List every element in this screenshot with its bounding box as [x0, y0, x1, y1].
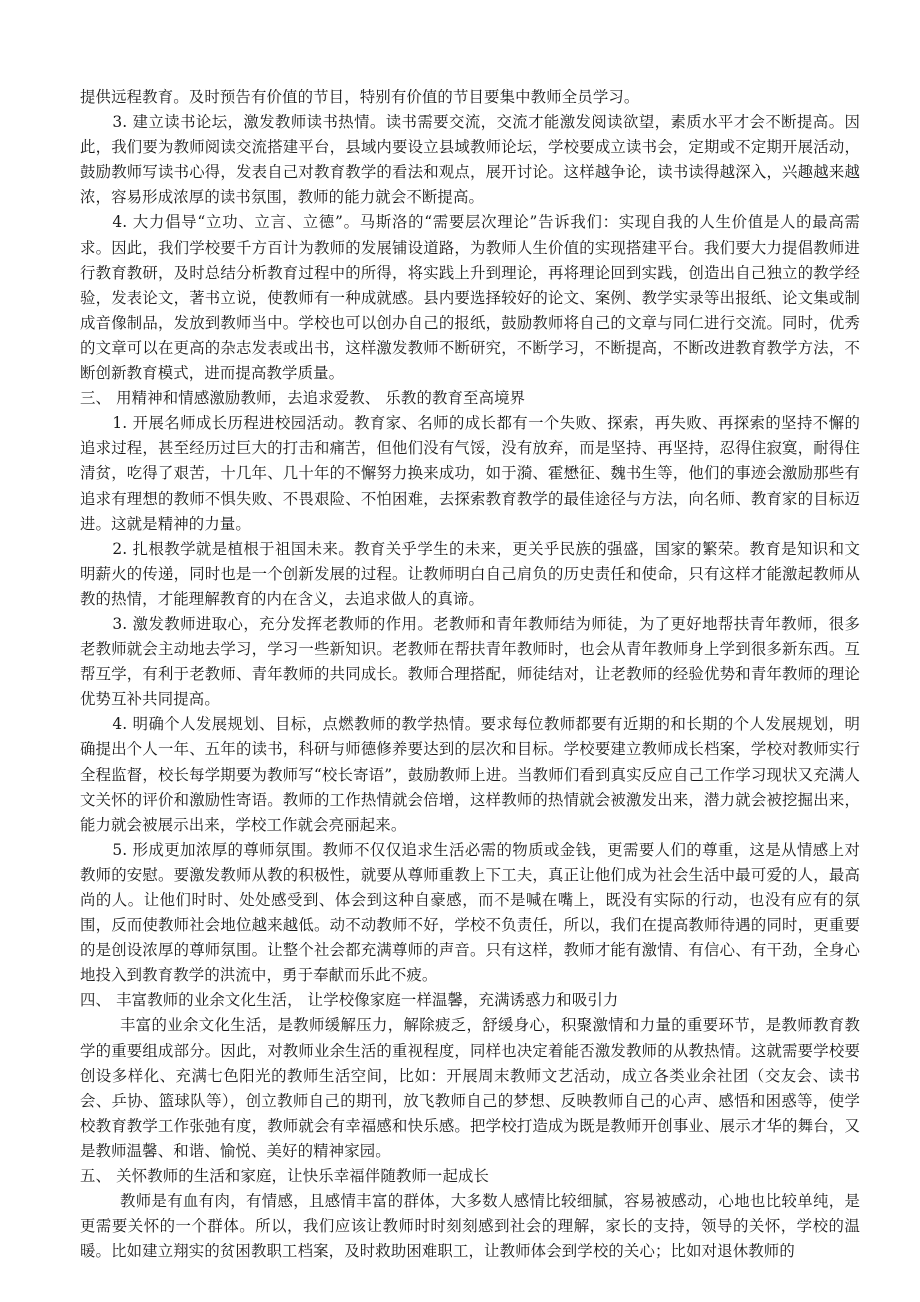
- paragraph-care-for-teachers: 教师是有血有肉，有情感，且感情丰富的群体，大多数人感情比较细腻，容易被感动，心地也比较单纯，是更需要关怀的一个群体。所以，我们应该让教师时时刻刻感到社会的理解，家长的支持，领导的关怀，学校的温暖。比如建立翔实的贫困教职工档案，及时救助困难职工，让教师体会到学校的关心；比如对退休教师的: [80, 1192, 860, 1261]
- paragraph-cultural-life: 丰富的业余文化生活，是教师缓解压力，解除疲乏，舒缓身心，积聚激情和力量的重要环节，是教师教育教学的重要组成部分。因此，对教师业余生活的重视程度，同样也决定着能否激发教师的从教热情。这就需要学校要创设多样化、充满七色阳光的教师生活空间，比如：开展周末教师文艺活动，成立各类业余社团（交友会、读书会、乒协、篮球队等），创立教师自己的期刊，放飞教师自己的梦想、反映教师自己的心声、感悟和困惑等，使学校教育教学工作张弛有度，教师就会有幸福感和快乐感。把学校打造成为既是教师开创事业、展示才华的舞台，又是教师温馨、和谐、愉悦、美好的精神家园。: [80, 1016, 860, 1160]
- paragraph-advocate-achievement: 4. 大力倡导“立功、立言、立德”。马斯洛的“需要层次理论”告诉我们：实现自我的人生价值是人的最高需求。因此，我们学校要千方百计为教师的发展铺设道路，为教师人生价值的实现搭建平台。我们要大力提倡教师进行教育教研，及时总结分析教育过程中的所得，将实践上升到理论，再将理论回到实践，创造出自己独立的教学经验，发表论文，著书立说，使教师有一种成就感。县内要选择较好的论文、案例、教学实录等出报纸、论文集或制成音像制品，发放到教师当中。学校也可以创办自己的报纸，鼓励教师将自己的文章与同仁进行交流。同时，优秀的文章可以在更高的杂志发表或出书，这样激发教师不断研究，不断学习，不断提高，不断改进教育教学方法，不断创新教育模式，进而提高教学质量。: [80, 213, 860, 383]
- paragraph-famous-teachers: 1. 开展名师成长历程进校园活动。教育家、名师的成长都有一个失败、探索，再失败、再探索的坚持不懈的追求过程，甚至经历过巨大的打击和痛苦，但他们没有气馁，没有放弃，而是坚持、再坚持，忍得住寂寞，耐得住清贫，吃得了艰苦，十几年、几十年的不懈努力换来成功，如于漪、霍懋征、魏书生等，他们的事迹会激励那些有追求有理想的教师不惧失败、不畏艰险、不怕困难，去探索教育教学的最佳途径与方法，向名师、教育家的目标迈进。这就是精神的力量。: [80, 414, 860, 533]
- section-heading-3: 三、 用精神和情感激励教师，去追求爱教、 乐教的教育至高境界: [80, 389, 526, 408]
- paragraph-reading-forum: 3. 建立读书论坛，激发教师读书热情。读书需要交流，交流才能激发阅读欲望，素质水平才会不断提高。因此，我们要为教师阅读交流搭建平台，县域内要设立县域教师论坛，学校要成立读书会，定期或不定期开展活动，鼓励教师写读书心得，发表自己对教育教学的看法和观点，展开讨论。这样越争论，读书读得越深入，兴趣越来越浓，容易形成浓厚的读书氛围，教师的能力就会不断提高。: [80, 113, 860, 207]
- paragraph-continued-remote-education: 提供远程教育。及时预告有价值的节目，特别有价值的节目要集中教师全员学习。: [80, 88, 640, 106]
- section-heading-5: 五、 关怀教师的生活和家庭，让快乐幸福伴随教师一起成长: [80, 1167, 490, 1186]
- section-heading-4: 四、 丰富教师的业余文化生活， 让学校像家庭一样温馨，充满诱惑力和吸引力: [80, 991, 619, 1010]
- paragraph-root-in-teaching: 2. 扎根教学就是植根于祖国未来。教育关乎学生的未来，更关乎民族的强盛，国家的繁荣。教育是知识和文明薪火的传递，同时也是一个创新发展的过程。让教师明白自己肩负的历史责任和使命，只有这样才能激起教师从教的热情，才能理解教育的内在含义，去追求做人的真谛。: [80, 539, 860, 608]
- paragraph-respect-teachers: 5. 形成更加浓厚的尊师氛围。教师不仅仅追求生活必需的物质或金钱，更需要人们的尊重，这是从情感上对教师的安慰。要激发教师从教的积极性，就要从尊师重教上下工夫，真正让他们成为社会生活中最可爱的人，最高尚的人。让他们时时、处处感受到、体会到这种自豪感，而不是喊在嘴上，既没有实际的行动，也没有应有的氛围，反而使教师社会地位越来越低。动不动教师不好，学校不负责任，所以，我们在提高教师待遇的同时，更重要的是创设浓厚的尊师氛围。让整个社会都充满尊师的声音。只有这样，教师才能有激情、有信心、有干劲，全身心地投入到教育教学的洪流中，勇于奉献而乐此不疲。: [80, 840, 860, 985]
- document-page: [80, 85, 860, 1264]
- paragraph-development-plan: 4. 明确个人发展规划、目标，点燃教师的教学热情。要求每位教师都要有近期的和长期的个人发展规划，明确提出个人一年、五年的读书，科研与师德修养要达到的层次和目标。学校要建立教师成长档案，学校对教师实行全程监督，校长每学期要为教师写“校长寄语”，鼓励教师上进。当教师们看到真实反应自己工作学习现状又充满人文关怀的评价和激励性寄语。教师的工作热情就会倍增，这样教师的热情就会被激发出来，潜力就会被挖掘出来，能力就会被展示出来，学校工作就会亮丽起来。: [80, 715, 860, 834]
- paragraph-veteran-teachers: 3. 激发教师进取心，充分发挥老教师的作用。老教师和青年教师结为师徒，为了更好地帮扶青年教师，很多老教师就会主动地去学习，学习一些新知识。老教师在帮扶青年教师时，也会从青年教师身上学到很多新东西。互帮互学，有利于老教师、青年教师的共同成长。教师合理搭配，师徒结对，让老教师的经验优势和青年教师的理论优势互补共同提高。: [80, 614, 860, 709]
